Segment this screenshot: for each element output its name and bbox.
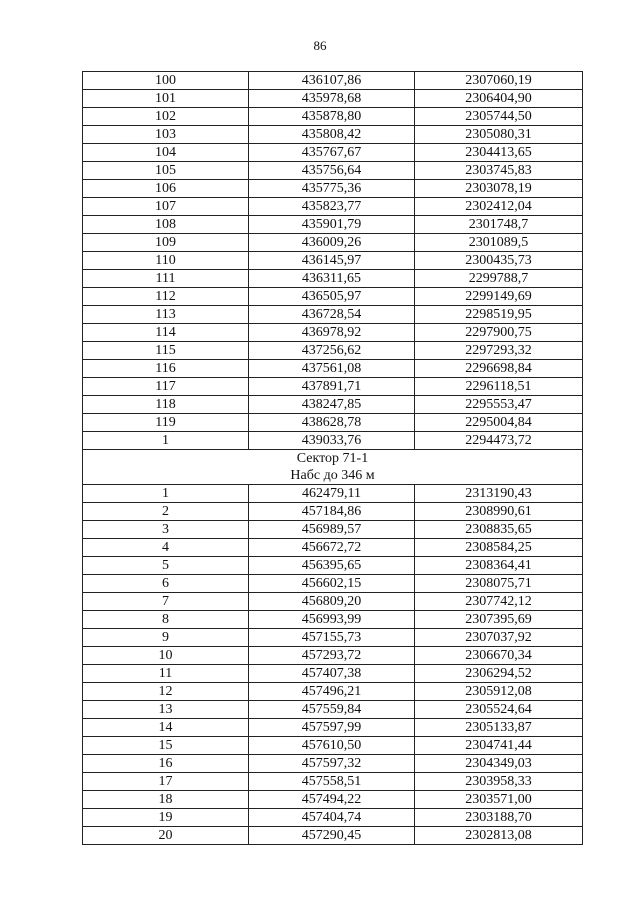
y-coordinate-cell: 2304413,65 xyxy=(415,144,583,162)
table-row xyxy=(83,234,583,252)
point-number-cell: 14 xyxy=(83,719,249,737)
x-coordinate-cell: 456993,99 xyxy=(249,611,415,629)
x-coordinate-cell: 457290,45 xyxy=(249,827,415,845)
x-coordinate-cell: 456672,72 xyxy=(249,539,415,557)
point-number-cell: 8 xyxy=(83,611,249,629)
table-row xyxy=(83,521,583,539)
x-coordinate-cell: 457293,72 xyxy=(249,647,415,665)
x-coordinate-cell: 457597,32 xyxy=(249,755,415,773)
table-row xyxy=(83,701,583,719)
table-row xyxy=(83,611,583,629)
y-coordinate-cell: 2308584,25 xyxy=(415,539,583,557)
table-row xyxy=(83,665,583,683)
y-coordinate-cell: 2303745,83 xyxy=(415,162,583,180)
section-title: Сектор 71-1 xyxy=(296,451,369,466)
point-number-cell: 114 xyxy=(83,324,249,342)
y-coordinate-cell: 2297900,75 xyxy=(415,324,583,342)
y-coordinate-cell: 2305524,64 xyxy=(415,701,583,719)
x-coordinate-cell: 457558,51 xyxy=(249,773,415,791)
x-coordinate-cell: 457404,74 xyxy=(249,809,415,827)
y-coordinate-cell: 2307060,19 xyxy=(415,72,583,90)
y-coordinate-cell: 2302412,04 xyxy=(415,198,583,216)
x-coordinate-cell: 457559,84 xyxy=(249,701,415,719)
point-number-cell: 108 xyxy=(83,216,249,234)
point-number-cell: 1 xyxy=(83,432,249,450)
table-row xyxy=(83,755,583,773)
y-coordinate-cell: 2298519,95 xyxy=(415,306,583,324)
point-number-cell: 12 xyxy=(83,683,249,701)
table-row xyxy=(83,396,583,414)
point-number-cell: 5 xyxy=(83,557,249,575)
table-row xyxy=(83,539,583,557)
point-number-cell: 107 xyxy=(83,198,249,216)
point-number-cell: 18 xyxy=(83,791,249,809)
y-coordinate-cell: 2300435,73 xyxy=(415,252,583,270)
point-number-cell: 103 xyxy=(83,126,249,144)
section-cell xyxy=(83,450,583,485)
y-coordinate-cell: 2299788,7 xyxy=(415,270,583,288)
y-coordinate-cell: 2305080,31 xyxy=(415,126,583,144)
x-coordinate-cell: 436311,65 xyxy=(249,270,415,288)
x-coordinate-cell: 436145,97 xyxy=(249,252,415,270)
table-row xyxy=(83,378,583,396)
x-coordinate-cell: 457597,99 xyxy=(249,719,415,737)
point-number-cell: 20 xyxy=(83,827,249,845)
table-row xyxy=(83,773,583,791)
x-coordinate-cell: 457610,50 xyxy=(249,737,415,755)
x-coordinate-cell: 456989,57 xyxy=(249,521,415,539)
point-number-cell: 106 xyxy=(83,180,249,198)
y-coordinate-cell: 2301089,5 xyxy=(415,234,583,252)
table-row xyxy=(83,629,583,647)
table-row xyxy=(83,324,583,342)
y-coordinate-cell: 2301748,7 xyxy=(415,216,583,234)
table-row xyxy=(83,216,583,234)
point-number-cell: 17 xyxy=(83,773,249,791)
x-coordinate-cell: 437256,62 xyxy=(249,342,415,360)
y-coordinate-cell: 2307395,69 xyxy=(415,611,583,629)
table-row xyxy=(83,252,583,270)
y-coordinate-cell: 2308075,71 xyxy=(415,575,583,593)
table-row xyxy=(83,288,583,306)
x-coordinate-cell: 457494,22 xyxy=(249,791,415,809)
x-coordinate-cell: 436505,97 xyxy=(249,288,415,306)
section-subtitle: Набс до 346 м xyxy=(290,468,375,483)
point-number-cell: 102 xyxy=(83,108,249,126)
section-header xyxy=(83,450,583,485)
point-number-cell: 11 xyxy=(83,665,249,683)
table-row xyxy=(83,342,583,360)
y-coordinate-cell: 2295553,47 xyxy=(415,396,583,414)
table-row xyxy=(83,593,583,611)
y-coordinate-cell: 2297293,32 xyxy=(415,342,583,360)
table-row xyxy=(83,683,583,701)
point-number-cell: 19 xyxy=(83,809,249,827)
table-body-before xyxy=(83,72,583,450)
x-coordinate-cell: 438247,85 xyxy=(249,396,415,414)
point-number-cell: 110 xyxy=(83,252,249,270)
x-coordinate-cell: 457407,38 xyxy=(249,665,415,683)
table-row xyxy=(83,198,583,216)
point-number-cell: 104 xyxy=(83,144,249,162)
table-row xyxy=(83,126,583,144)
y-coordinate-cell: 2303571,00 xyxy=(415,791,583,809)
point-number-cell: 15 xyxy=(83,737,249,755)
point-number-cell: 115 xyxy=(83,342,249,360)
x-coordinate-cell: 437561,08 xyxy=(249,360,415,378)
table-row xyxy=(83,827,583,845)
y-coordinate-cell: 2295004,84 xyxy=(415,414,583,432)
point-number-cell: 13 xyxy=(83,701,249,719)
point-number-cell: 105 xyxy=(83,162,249,180)
point-number-cell: 7 xyxy=(83,593,249,611)
y-coordinate-cell: 2299149,69 xyxy=(415,288,583,306)
point-number-cell: 101 xyxy=(83,90,249,108)
x-coordinate-cell: 435808,42 xyxy=(249,126,415,144)
x-coordinate-cell: 435756,64 xyxy=(249,162,415,180)
x-coordinate-cell: 457496,21 xyxy=(249,683,415,701)
table-row xyxy=(83,414,583,432)
table-row xyxy=(83,719,583,737)
point-number-cell: 16 xyxy=(83,755,249,773)
table-row xyxy=(83,72,583,90)
y-coordinate-cell: 2303078,19 xyxy=(415,180,583,198)
point-number-cell: 4 xyxy=(83,539,249,557)
x-coordinate-cell: 456602,15 xyxy=(249,575,415,593)
y-coordinate-cell: 2313190,43 xyxy=(415,485,583,503)
section-row xyxy=(83,450,583,485)
point-number-cell: 6 xyxy=(83,575,249,593)
table-row xyxy=(83,270,583,288)
table-row xyxy=(83,162,583,180)
point-number-cell: 1 xyxy=(83,485,249,503)
table-row xyxy=(83,306,583,324)
x-coordinate-cell: 436107,86 xyxy=(249,72,415,90)
y-coordinate-cell: 2303188,70 xyxy=(415,809,583,827)
x-coordinate-cell: 437891,71 xyxy=(249,378,415,396)
table-row xyxy=(83,360,583,378)
x-coordinate-cell: 462479,11 xyxy=(249,485,415,503)
point-number-cell: 2 xyxy=(83,503,249,521)
y-coordinate-cell: 2303958,33 xyxy=(415,773,583,791)
x-coordinate-cell: 439033,76 xyxy=(249,432,415,450)
table-row xyxy=(83,432,583,450)
table-row xyxy=(83,144,583,162)
y-coordinate-cell: 2306404,90 xyxy=(415,90,583,108)
page-number: 86 xyxy=(313,38,327,53)
table-row xyxy=(83,809,583,827)
coordinates-table xyxy=(82,71,583,845)
point-number-cell: 118 xyxy=(83,396,249,414)
point-number-cell: 3 xyxy=(83,521,249,539)
y-coordinate-cell: 2307742,12 xyxy=(415,593,583,611)
y-coordinate-cell: 2305744,50 xyxy=(415,108,583,126)
y-coordinate-cell: 2305912,08 xyxy=(415,683,583,701)
x-coordinate-cell: 435775,36 xyxy=(249,180,415,198)
y-coordinate-cell: 2302813,08 xyxy=(415,827,583,845)
x-coordinate-cell: 457155,73 xyxy=(249,629,415,647)
point-number-cell: 10 xyxy=(83,647,249,665)
point-number-cell: 100 xyxy=(83,72,249,90)
point-number-cell: 119 xyxy=(83,414,249,432)
table-row xyxy=(83,503,583,521)
x-coordinate-cell: 456395,65 xyxy=(249,557,415,575)
point-number-cell: 117 xyxy=(83,378,249,396)
y-coordinate-cell: 2294473,72 xyxy=(415,432,583,450)
point-number-cell: 112 xyxy=(83,288,249,306)
x-coordinate-cell: 435901,79 xyxy=(249,216,415,234)
table-row xyxy=(83,485,583,503)
table-row xyxy=(83,575,583,593)
table-row xyxy=(83,180,583,198)
y-coordinate-cell: 2307037,92 xyxy=(415,629,583,647)
point-number-cell: 9 xyxy=(83,629,249,647)
point-number-cell: 116 xyxy=(83,360,249,378)
x-coordinate-cell: 435823,77 xyxy=(249,198,415,216)
y-coordinate-cell: 2308364,41 xyxy=(415,557,583,575)
table-body-after xyxy=(83,485,583,845)
table-row xyxy=(83,737,583,755)
point-number-cell: 111 xyxy=(83,270,249,288)
y-coordinate-cell: 2296698,84 xyxy=(415,360,583,378)
table-row xyxy=(83,647,583,665)
x-coordinate-cell: 436009,26 xyxy=(249,234,415,252)
x-coordinate-cell: 456809,20 xyxy=(249,593,415,611)
y-coordinate-cell: 2305133,87 xyxy=(415,719,583,737)
x-coordinate-cell: 436978,92 xyxy=(249,324,415,342)
y-coordinate-cell: 2306294,52 xyxy=(415,665,583,683)
x-coordinate-cell: 436728,54 xyxy=(249,306,415,324)
x-coordinate-cell: 438628,78 xyxy=(249,414,415,432)
y-coordinate-cell: 2308990,61 xyxy=(415,503,583,521)
table-row xyxy=(83,791,583,809)
x-coordinate-cell: 435878,80 xyxy=(249,108,415,126)
table-row xyxy=(83,90,583,108)
point-number-cell: 109 xyxy=(83,234,249,252)
table-row xyxy=(83,557,583,575)
y-coordinate-cell: 2308835,65 xyxy=(415,521,583,539)
x-coordinate-cell: 457184,86 xyxy=(249,503,415,521)
table-row xyxy=(83,108,583,126)
y-coordinate-cell: 2304349,03 xyxy=(415,755,583,773)
point-number-cell: 113 xyxy=(83,306,249,324)
y-coordinate-cell: 2296118,51 xyxy=(415,378,583,396)
y-coordinate-cell: 2306670,34 xyxy=(415,647,583,665)
x-coordinate-cell: 435978,68 xyxy=(249,90,415,108)
x-coordinate-cell: 435767,67 xyxy=(249,144,415,162)
y-coordinate-cell: 2304741,44 xyxy=(415,737,583,755)
